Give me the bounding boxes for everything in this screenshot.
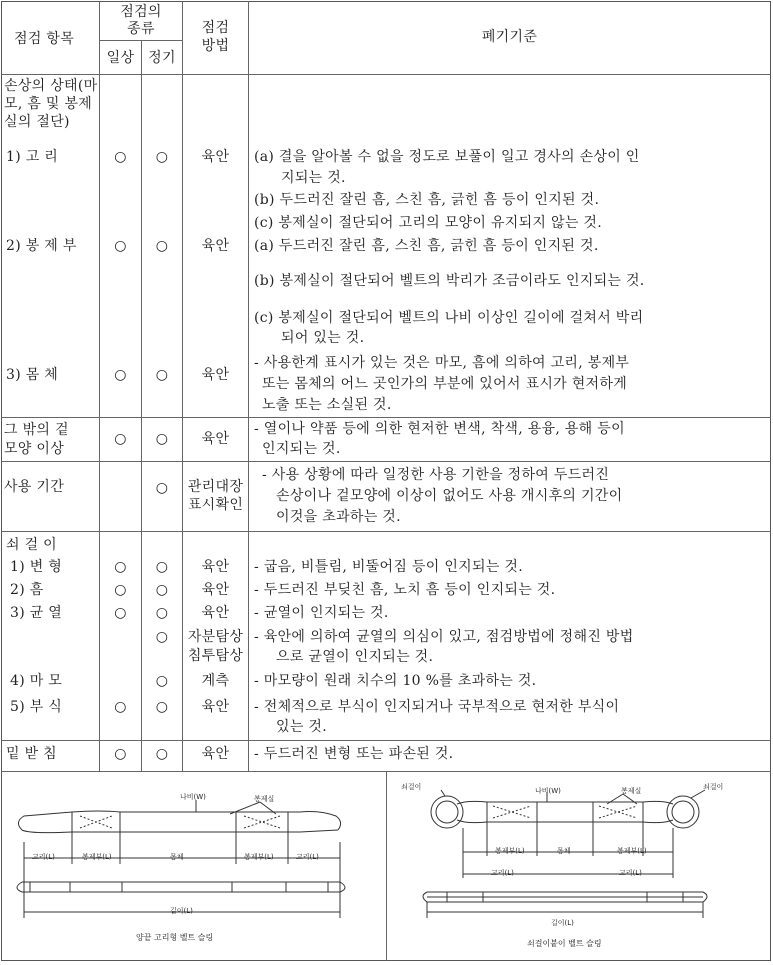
label-sewn: 봉제부(L)	[617, 847, 647, 855]
criteria-text: 으로 균열이 인지되는 것.	[276, 649, 434, 665]
row-name-base: 밑 받 침	[6, 746, 57, 762]
row-divider	[1, 740, 771, 741]
criteria-text: - 마모량이 원래 치수의 10 %를 초과하는 것.	[254, 673, 537, 689]
label-length: 길이(L)	[551, 919, 574, 927]
method: 표시확인	[187, 497, 244, 513]
daily-mark: ○	[114, 699, 127, 715]
regular-mark: ○	[155, 431, 169, 447]
row-divider	[1, 461, 771, 462]
row-name-dent: 2) 흠	[10, 582, 44, 598]
label-seam: 봉제실	[621, 787, 642, 795]
criteria-text: - 육안에 의하여 균열의 의심이 있고, 점검방법에 정해진 방법	[254, 629, 634, 645]
criteria-text: 되어 있는 것.	[281, 330, 365, 346]
regular-mark: ○	[155, 480, 169, 496]
criteria-text: (c) 봉제실이 절단되어 고리의 모양이 유지되지 않는 것.	[254, 215, 602, 231]
regular-mark: ○	[155, 699, 169, 715]
header-regular: 정기	[148, 50, 176, 66]
fitting-sling-drawing	[387, 772, 771, 961]
label-fitting: 쇠걸이	[703, 783, 724, 791]
daily-mark: ○	[114, 605, 127, 621]
method: 육안	[201, 699, 230, 715]
figure-caption: 양끝 고리형 벨트 슬링	[136, 933, 214, 942]
method: 자분탐상	[187, 629, 244, 645]
daily-mark: ○	[114, 746, 127, 762]
method: 육안	[201, 149, 230, 165]
damage-title: 손상의 상태(마	[4, 78, 98, 94]
regular-mark: ○	[155, 149, 169, 165]
regular-mark: ○	[155, 238, 169, 254]
criteria-text: (c) 봉제실이 절단되어 벨트의 나비 이상인 길이에 걸쳐서 박리	[254, 310, 644, 326]
criteria-text: - 사용한계 표시가 있는 것은 마모, 흠에 의하여 고리, 봉제부	[254, 355, 630, 371]
row-divider	[1, 531, 771, 532]
label-loop: 고리(L)	[32, 853, 55, 861]
regular-mark: ○	[155, 582, 169, 598]
row-name-crack: 3) 균 열	[10, 605, 63, 621]
criteria-text: (a) 결을 알아볼 수 없을 정도로 보풀이 일고 경사의 손상이 인	[254, 149, 640, 165]
label-seam: 봉제실	[254, 795, 275, 803]
regular-mark: ○	[155, 605, 169, 621]
damage-title: 모, 흠 및 봉제	[4, 96, 93, 112]
regular-mark: ○	[155, 367, 169, 383]
daily-mark: ○	[114, 149, 127, 165]
criteria-text: (a) 두드러진 잘린 흠, 스친 흠, 긁힌 흠 등이 인지된 것.	[254, 238, 599, 254]
method: 계측	[201, 673, 230, 689]
figure-caption: 쇠걸이붙이 벨트 슬링	[527, 939, 602, 948]
header-daily: 일상	[106, 50, 135, 66]
row-divider	[1, 417, 771, 418]
criteria-text: 손상이나 겉모양에 이상이 없어도 사용 개시후의 기간이	[276, 488, 623, 504]
method: 육안	[201, 605, 230, 621]
row-name-appearance: 모양 이상	[4, 441, 65, 457]
label-loop: 고리(L)	[491, 869, 514, 877]
row-divider	[1, 74, 771, 75]
row-name-loop: 1) 고 리	[6, 149, 59, 165]
header-kind-1: 점검의	[120, 4, 162, 20]
label-sewn: 봉제부(L)	[82, 853, 112, 861]
label-length: 길이(L)	[170, 907, 193, 915]
row-name-corrosion: 5) 부 식	[10, 699, 63, 715]
header-method-2: 방법	[201, 38, 230, 54]
regular-mark: ○	[155, 629, 169, 645]
method: 육안	[201, 746, 230, 762]
criteria-text: - 열이나 약품 등에 의한 현저한 변색, 착색, 용융, 용해 등이	[254, 421, 625, 437]
row-name-body: 3) 몸 체	[6, 367, 59, 383]
row-name-wear: 4) 마 모	[10, 673, 63, 689]
daily-mark: ○	[114, 367, 127, 383]
label-loop: 고리(L)	[619, 869, 642, 877]
fitting-title: 쇠 걸 이	[6, 537, 57, 553]
criteria-text: (b) 두드러진 잘린 흠, 스친 흠, 긁힌 흠 등이 인지된 것.	[254, 192, 600, 208]
criteria-text: - 사용 상황에 따라 일정한 사용 기한을 정하여 두드러진	[262, 467, 610, 483]
criteria-text: 또는 몸체의 어느 곳인가의 부분에 있어서 표시가 현저하게	[262, 376, 628, 392]
label-body: 몸체	[557, 847, 571, 855]
label-sewn: 봉제부(L)	[244, 853, 274, 861]
row-name-period: 사용 기간	[4, 479, 65, 495]
regular-mark: ○	[155, 746, 169, 762]
label-width: 나비(W)	[180, 793, 206, 801]
regular-mark: ○	[155, 559, 169, 575]
criteria-text: 지되는 것.	[281, 170, 346, 186]
method: 육안	[201, 367, 230, 383]
criteria-text: - 전체적으로 부식이 인지되거나 국부적으로 현저한 부식이	[254, 699, 620, 715]
row-divider	[99, 40, 182, 41]
row-name-sewn: 2) 봉 제 부	[6, 238, 77, 254]
daily-mark: ○	[114, 582, 127, 598]
label-sewn: 봉제부(L)	[495, 847, 525, 855]
criteria-text: (b) 봉제실이 절단되어 벨트의 박리가 조금이라도 인지되는 것.	[254, 273, 645, 289]
method: 관리대장	[187, 479, 244, 495]
method: 육안	[201, 431, 230, 447]
method: 침투탐상	[187, 648, 244, 664]
daily-mark: ○	[114, 431, 127, 447]
criteria-text: 있는 것.	[276, 719, 327, 735]
col-divider	[99, 1, 100, 771]
criteria-text: - 두드러진 부딪친 흠, 노치 흠 등이 인지되는 것.	[254, 582, 556, 598]
daily-mark: ○	[114, 238, 127, 254]
header-kind-2: 종류	[127, 21, 155, 37]
regular-mark: ○	[155, 673, 169, 689]
daily-mark: ○	[114, 559, 127, 575]
fitting-sling-figure	[387, 772, 771, 961]
criteria-text: 노출 또는 소실된 것.	[262, 397, 392, 413]
row-name-appearance: 그 밖의 겉	[4, 422, 69, 438]
col-divider	[248, 1, 249, 771]
criteria-text: 이것을 초과하는 것.	[276, 509, 401, 525]
criteria-text: 인지되는 것.	[262, 441, 341, 457]
loop-sling-figure	[0, 772, 386, 961]
header-item: 점검 항목	[14, 31, 75, 47]
header-criteria: 폐기기준	[481, 29, 538, 45]
damage-title: 실의 절단)	[4, 114, 70, 130]
label-fitting: 쇠걸이	[401, 783, 422, 791]
method: 육안	[201, 559, 230, 575]
criteria-text: - 굽음, 비틀림, 비뚤어짐 등이 인지되는 것.	[254, 559, 523, 575]
row-name-deform: 1) 변 형	[10, 559, 63, 575]
method: 육안	[201, 582, 230, 598]
criteria-text: - 두드러진 변형 또는 파손된 것.	[254, 746, 454, 762]
label-body: 몸체	[170, 853, 184, 861]
criteria-text: - 균열이 인지되는 것.	[254, 605, 389, 621]
label-width: 나비(W)	[535, 787, 561, 795]
method: 육안	[201, 238, 230, 254]
label-loop: 고리(L)	[296, 853, 319, 861]
header-method-1: 점검	[201, 20, 230, 36]
